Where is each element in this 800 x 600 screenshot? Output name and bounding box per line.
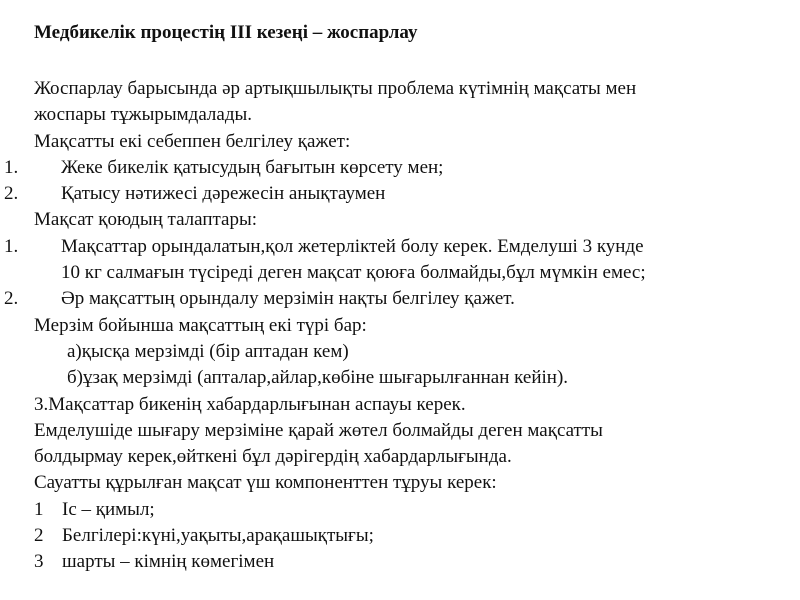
requirement-item-1 — [0, 234, 774, 260]
example-line-2: болдырмау керек,өйткені бұл дәрігердің хабардарлығында. — [34, 446, 512, 468]
point-3: 3.Мақсаттар бикенің хабардарлығынан аспауы керек. — [34, 393, 466, 415]
requirement-text: Мақсаттар орындалатын,қол жетерліктей болу керек. Емделуші 3 кунде — [61, 235, 644, 257]
component-text: Белгілері:күні,уақыты,арақашықтығы; — [62, 525, 374, 547]
term-heading: Мерзім бойынша мақсаттың екі түрі бар: — [34, 314, 367, 336]
requirement-item-1-continued: 10 кг салмағын түсіреді деген мақсат қоюға болмайды,бұл мүмкін емес; — [61, 262, 646, 284]
requirements-heading: Мақсат қоюдың талаптары: — [34, 209, 258, 231]
reason-item-1 — [0, 155, 774, 181]
component-item-1 — [34, 497, 774, 523]
requirement-number: 1. — [4, 235, 19, 257]
component-item-3 — [34, 549, 774, 575]
requirement-text: Әр мақсаттың орындалу мерзімін нақты белгілеу қажет. — [61, 288, 515, 310]
two-reasons-heading: Мақсатты екі себеппен белгілеу қажет: — [34, 130, 351, 152]
reason-text: Қатысу нәтижесі дәрежесін анықтаумен — [61, 183, 386, 205]
component-text: Іс – қимыл; — [62, 498, 155, 520]
components-heading: Сауатты құрылған мақсат үш компоненттен тұруы керек: — [34, 472, 497, 494]
component-number: 1 — [34, 498, 44, 520]
term-long: б)ұзақ мерзімді (апталар,айлар,көбіне шығарылғаннан кейін). — [67, 367, 569, 389]
reason-text: Жеке бикелік қатысудың бағытын көрсету мен; — [61, 156, 444, 178]
component-number: 3 — [34, 551, 44, 573]
example-line-1: Емделушіде шығару мерзіміне қарай жөтел болмайды деген мақсатты — [34, 419, 603, 441]
reason-number: 2. — [4, 183, 19, 205]
component-item-2 — [34, 523, 774, 549]
component-text: шарты – кімнің көмегімен — [62, 551, 275, 573]
requirement-number: 2. — [4, 288, 19, 310]
document-body — [4, 76, 774, 576]
component-number: 2 — [34, 525, 44, 547]
page-title: Медбикелік процестің ІІІ кезеңі – жоспарлау — [34, 22, 418, 43]
intro-line-1: Жоспарлау барысында әр артықшылықты проблема күтімнің мақсаты мен — [34, 78, 637, 99]
requirement-item-2 — [0, 286, 774, 312]
intro-line-2: жоспары тұжырымдалады. — [34, 104, 253, 126]
reason-number: 1. — [4, 156, 19, 178]
reason-item-2 — [0, 181, 774, 207]
term-short: а)қысқа мерзімді (бір аптадан кем) — [67, 340, 349, 362]
